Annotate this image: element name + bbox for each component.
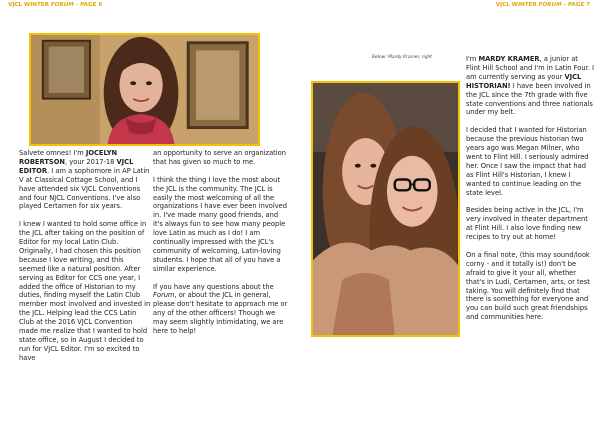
paragraph: I'm MARDY KRAMER, a junior at Flint Hill School and I'm in Latin Four. I am currently serving as your VJCL HISTORIAN! I have been involved in the JCL since the 7th grade with five state conventions and three nationals under my belt. <box>466 55 594 117</box>
left-article-column-1 <box>19 149 151 372</box>
portrait-photo-jocelyn <box>29 33 260 146</box>
header-page-number: - PAGE 7 <box>563 2 590 8</box>
author-name: JOCELYN ROBERTSON <box>19 149 118 166</box>
photo-caption: Below: Mardy Kramer, right <box>372 55 433 60</box>
paragraph: an opportunity to serve an organization that has given so much to me. <box>153 149 286 166</box>
header-org: VJCL WINTER <box>495 2 537 8</box>
header-forum: FORUM <box>538 2 562 8</box>
selfie-photo-mardy <box>311 81 460 337</box>
author-name: MARDY KRAMER <box>478 55 540 63</box>
paragraph: Salvete omnes! I'm JOCELYN ROBERTSON, your 2017-18 VJCL EDITOR. I am a sophomore in AP Latin V at Classical Cottage School, and I have attended six VJCL Conventions and four NJCL Conventions. I've also played Certamen for six years. <box>19 149 150 211</box>
paragraph: I knew I wanted to hold some office in the JCL after taking on the position of Editor for my local Latin Club. Originally, I had chosen this position because I love writing, and this seemed like a natural position. After serving as Editor for CCS one year, I added the office of Historian to my duties, finding myself the Latin Club member most involved and invested in the JCL. Helping lead the CCS Latin Club at the 2016 VJCL Convention made me realize that I wanted to hold state office, so in August I decided to run for VJCL Editor. I'm so excited to have <box>19 220 151 362</box>
paragraph: If you have any questions about the Forum, or about the JCL in general, please don't hesitate to approach me or any of the other officers! Though we may seem slightly intimidating, we are here to help! <box>153 282 288 336</box>
header-org: VJCL WINTER <box>8 2 49 8</box>
header-page-number: - PAGE 6 <box>75 2 103 8</box>
page-header-left <box>8 2 102 8</box>
forum-title: Forum <box>153 291 175 300</box>
left-article-column-2 <box>153 149 288 345</box>
paragraph: Besides being active in the JCL, I'm very involved in theater department at Flint Hill. I also love finding new recipes to try out at home! <box>466 206 588 242</box>
header-forum: FORUM <box>50 2 74 8</box>
right-article-column <box>466 55 594 331</box>
paragraph: On a final note, (this may sound/look corny - and it totally is!) don't be afraid to give it your all, whether that's in Ludi, Certamen, arts, or test taking. You will definitely find that there is something for everyone and you can build such great friendships and communities here. <box>466 250 590 322</box>
officer-role: VJCL HISTORIAN! <box>466 72 582 90</box>
page-header-right <box>496 2 590 8</box>
officer-role: VJCL EDITOR <box>19 157 134 175</box>
portrait-image <box>31 35 258 144</box>
paragraph: I think the thing I love the most about the JCL is the community. The JCL is easily the most welcoming of all the organizations I have ever been involved in. I've made many good friends, and it's always fun to see how many people love Latin as much as I do! I am continually impressed with the JCL's community of welcoming, Latin-loving students. I hope that all of you have a similar experience. <box>153 175 288 273</box>
paragraph: I decided that I wanted for Historian because the previous historian two years ago was Megan Milner, who went to Flint Hill. I seriously admired her. Once I saw the impact that had as Flint Hill's Historian, I knew I wanted to continue leading on the state level. <box>466 126 589 197</box>
selfie-image <box>313 83 458 335</box>
